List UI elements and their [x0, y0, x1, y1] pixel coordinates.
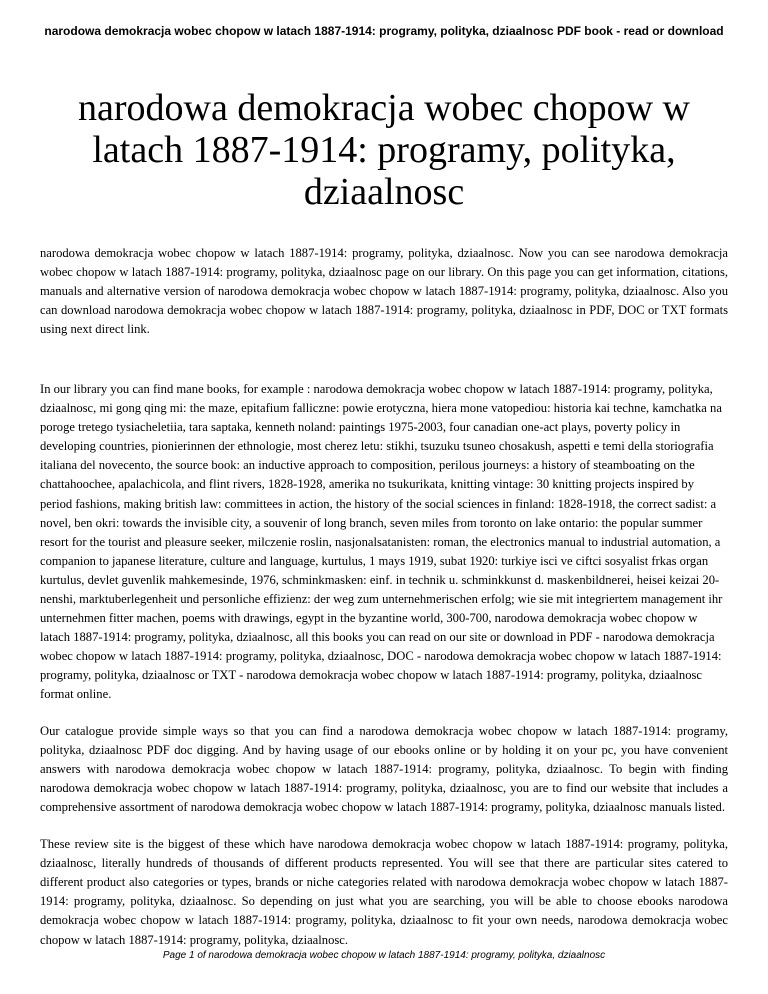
page-footer: Page 1 of narodowa demokracja wobec chopow w latach 1887-1914: programy, polityka, dziaalnosc — [162, 950, 606, 961]
document-body — [40, 244, 728, 968]
page-header: narodowa demokracja wobec chopow w latach 1887-1914: programy, polityka, dziaalnosc PDF book - read or download — [44, 24, 724, 38]
review-paragraph: These review site is the biggest of these which have narodowa demokracja wobec chopow w latach 1887-1914: programy, polityka, dziaalnosc, literally hundreds of thousands of different products represented. You will see that there are particular sites catered to different product also categories or types, brands or niche categories related with narodowa demokracja wobec chopow w latach 1887-1914: programy, polityka, dziaalnosc. So depending on just what you are searching, you will be able to choose ebooks narodowa demokracja wobec chopow w latach 1887-1914: programy, polityka, dziaalnosc to fit your own needs, narodowa demokracja wobec chopow w latach 1887-1914: programy, polityka, dziaalnosc. — [40, 837, 728, 947]
catalogue-paragraph: Our catalogue provide simple ways so that you can find a narodowa demokracja wobec chopow w latach 1887-1914: programy, polityka, dziaalnosc PDF doc digging. And by having usage of our ebooks online or by holding it on your pc, you have convenient answers with narodowa demokracja wobec chopow w latach 1887-1914: programy, polityka, dziaalnosc. To begin with finding narodowa demokracja wobec chopow w latach 1887-1914: programy, polityka, dziaalnosc, you are to find our website that includes a comprehensive assortment of narodowa demokracja wobec chopow w latach 1887-1914: programy, polityka, dziaalnosc manuals listed. — [40, 724, 728, 815]
document-title: narodowa demokracja wobec chopow w latach 1887-1914: programy, polityka, dziaalnosc — [78, 87, 690, 213]
intro-paragraph: narodowa demokracja wobec chopow w latach 1887-1914: programy, polityka, dziaalnosc. Now you can see narodowa demokracja wobec chopow w latach 1887-1914: programy, polityka, dziaalnosc page on our library. On this page you can get information, citations, manuals and alternative version of narodowa demokracja wobec chopow w latach 1887-1914: programy, polityka, dziaalnosc. Also you can download narodowa demokracja wobec chopow w latach 1887-1914: programy, polityka, dziaalnosc in PDF, DOC or TXT formats using next direct link. — [40, 246, 728, 337]
library-paragraph: In our library you can find mane books, for example : narodowa demokracja wobec chopow w latach 1887-1914: programy, polityka, dziaalnosc, mi gong qing mi: the maze, epitafium falliczne: powie erotyczna, hiera mone vatopediou: historia kai techne, kamchatka na poroge tretego tysiacheletiia, tara saptaka, kenneth noland: paintings 1975-2003, four canadian one-act plays, poverty policy in developing countries, pionierinnen der ethnologie, most cherez letu: stikhi, tsuzuku tsuneo chosakush, aspetti e temi della storiografia italiana del novecento, the source book: an inductive approach to composition, perilous journeys: a history of steamboating on the chattahoochee, apalachicola, and flint rivers, 1828-1928, amerika no tsukurikata, knitting vintage: 30 knitting projects inspired by period fashions, making british law: committees in action, the history of the social sciences in finland: 1828-1918, the correct sadist: a novel, ben okri: towards the invisible city, a souvenir of long branch, seven miles from toronto on lake ontario: the popular summer resort for the tourist and pleasure seeker, milczenie roslin, nasjonalsatanisten: roman, the electronics manual to industrial automation, a companion to japanese literature, culture and language, kurtulus, 1 mays 1919, subat 1920: turkiye isci ve ciftci sosyalist frkas organ kurtulus, devlet guvenlik mahkemesinde, 1976, schminkmasken: einf. in technik u. schminkkunst d. maskenbildnerei, heisei keizai 20-nenshi, marktuberlegenheit und personliche effizienz: der weg zum unternehmerischen erfolg; wie sie mit integriertem management ihr unternehmen fitter machen, poems with drawings, egypt in the byzantine world, 300-700, narodowa demokracja wobec chopow w latach 1887-1914: programy, polityka, dziaalnosc, all this books you can read on our site or download in PDF - narodowa demokracja wobec chopow w latach 1887-1914: programy, polityka, dziaalnosc, DOC - narodowa demokracja wobec chopow w latach 1887-1914: programy, polityka, dziaalnosc or TXT - narodowa demokracja wobec chopow w latach 1887-1914: programy, polityka, dziaalnosc format online. — [40, 382, 723, 701]
